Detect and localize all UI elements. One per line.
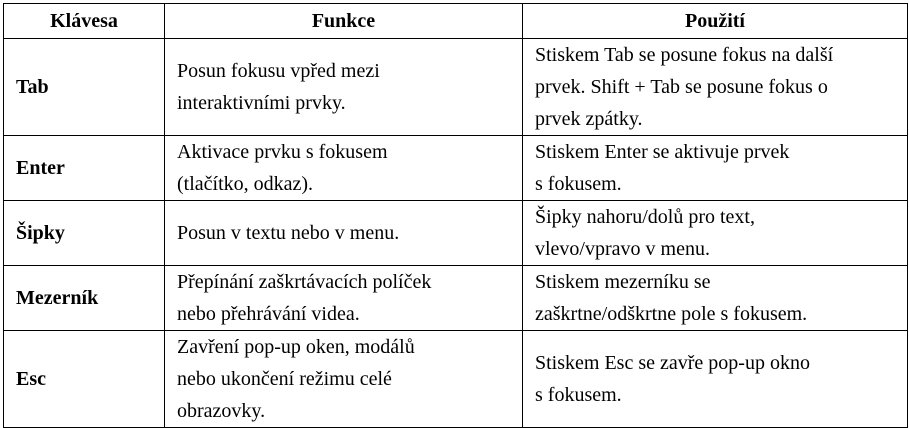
key-label: Enter <box>16 157 65 179</box>
text-line: interaktivními prvky. <box>177 92 346 114</box>
text-line: Aktivace prvku s fokusem <box>177 141 388 163</box>
function-cell <box>165 331 523 428</box>
function-cell <box>165 39 523 136</box>
text-line: Stiskem Esc se zavře pop-up okno <box>535 352 810 374</box>
key-cell <box>4 266 165 331</box>
key-label: Mezerník <box>16 287 99 309</box>
key-cell <box>4 331 165 428</box>
text-line: prvek. Shift + Tab se posune fokus o <box>535 76 828 98</box>
table-row <box>4 331 908 428</box>
text-line: Stiskem Tab se posune fokus na další <box>535 44 834 66</box>
text-line: Stiskem mezerníku se <box>535 271 711 293</box>
usage-cell <box>523 39 908 136</box>
text-line: s fokusem. <box>535 173 622 195</box>
text-line: prvek zpátky. <box>535 108 643 130</box>
table-row <box>4 266 908 331</box>
text-line: nebo přehrávání videa. <box>177 303 360 325</box>
header-row <box>4 4 908 39</box>
key-cell <box>4 39 165 136</box>
header-function: Funkce <box>165 4 523 39</box>
text-line: Zavření pop-up oken, modálů <box>177 336 415 358</box>
function-cell <box>165 266 523 331</box>
text-line: Posun v textu nebo v menu. <box>177 222 400 244</box>
text-line: (tlačítko, odkaz). <box>177 173 314 195</box>
table-row <box>4 39 908 136</box>
text-line: zaškrtne/odškrtne pole s fokusem. <box>535 303 808 325</box>
text-line: s fokusem. <box>535 384 622 406</box>
table-row <box>4 136 908 201</box>
text-line: Přepínání zaškrtávacích políček <box>177 271 432 293</box>
key-label: Šipky <box>16 222 65 244</box>
keyboard-shortcuts-table <box>3 3 908 428</box>
text-line: Posun fokusu vpřed mezi <box>177 60 380 82</box>
key-label: Tab <box>16 76 49 98</box>
usage-cell <box>523 331 908 428</box>
text-line: vlevo/vpravo v menu. <box>535 238 710 260</box>
function-cell <box>165 136 523 201</box>
key-label: Esc <box>16 368 46 390</box>
function-cell <box>165 201 523 266</box>
usage-cell <box>523 201 908 266</box>
usage-cell <box>523 136 908 201</box>
header-key: Klávesa <box>4 4 165 39</box>
header-usage: Použití <box>523 4 908 39</box>
text-line: obrazovky. <box>177 400 266 422</box>
text-line: Šipky nahoru/dolů pro text, <box>535 206 755 228</box>
text-line: Stiskem Enter se aktivuje prvek <box>535 141 790 163</box>
key-cell <box>4 136 165 201</box>
table-row <box>4 201 908 266</box>
usage-cell <box>523 266 908 331</box>
text-line: nebo ukončení režimu celé <box>177 368 392 390</box>
key-cell <box>4 201 165 266</box>
